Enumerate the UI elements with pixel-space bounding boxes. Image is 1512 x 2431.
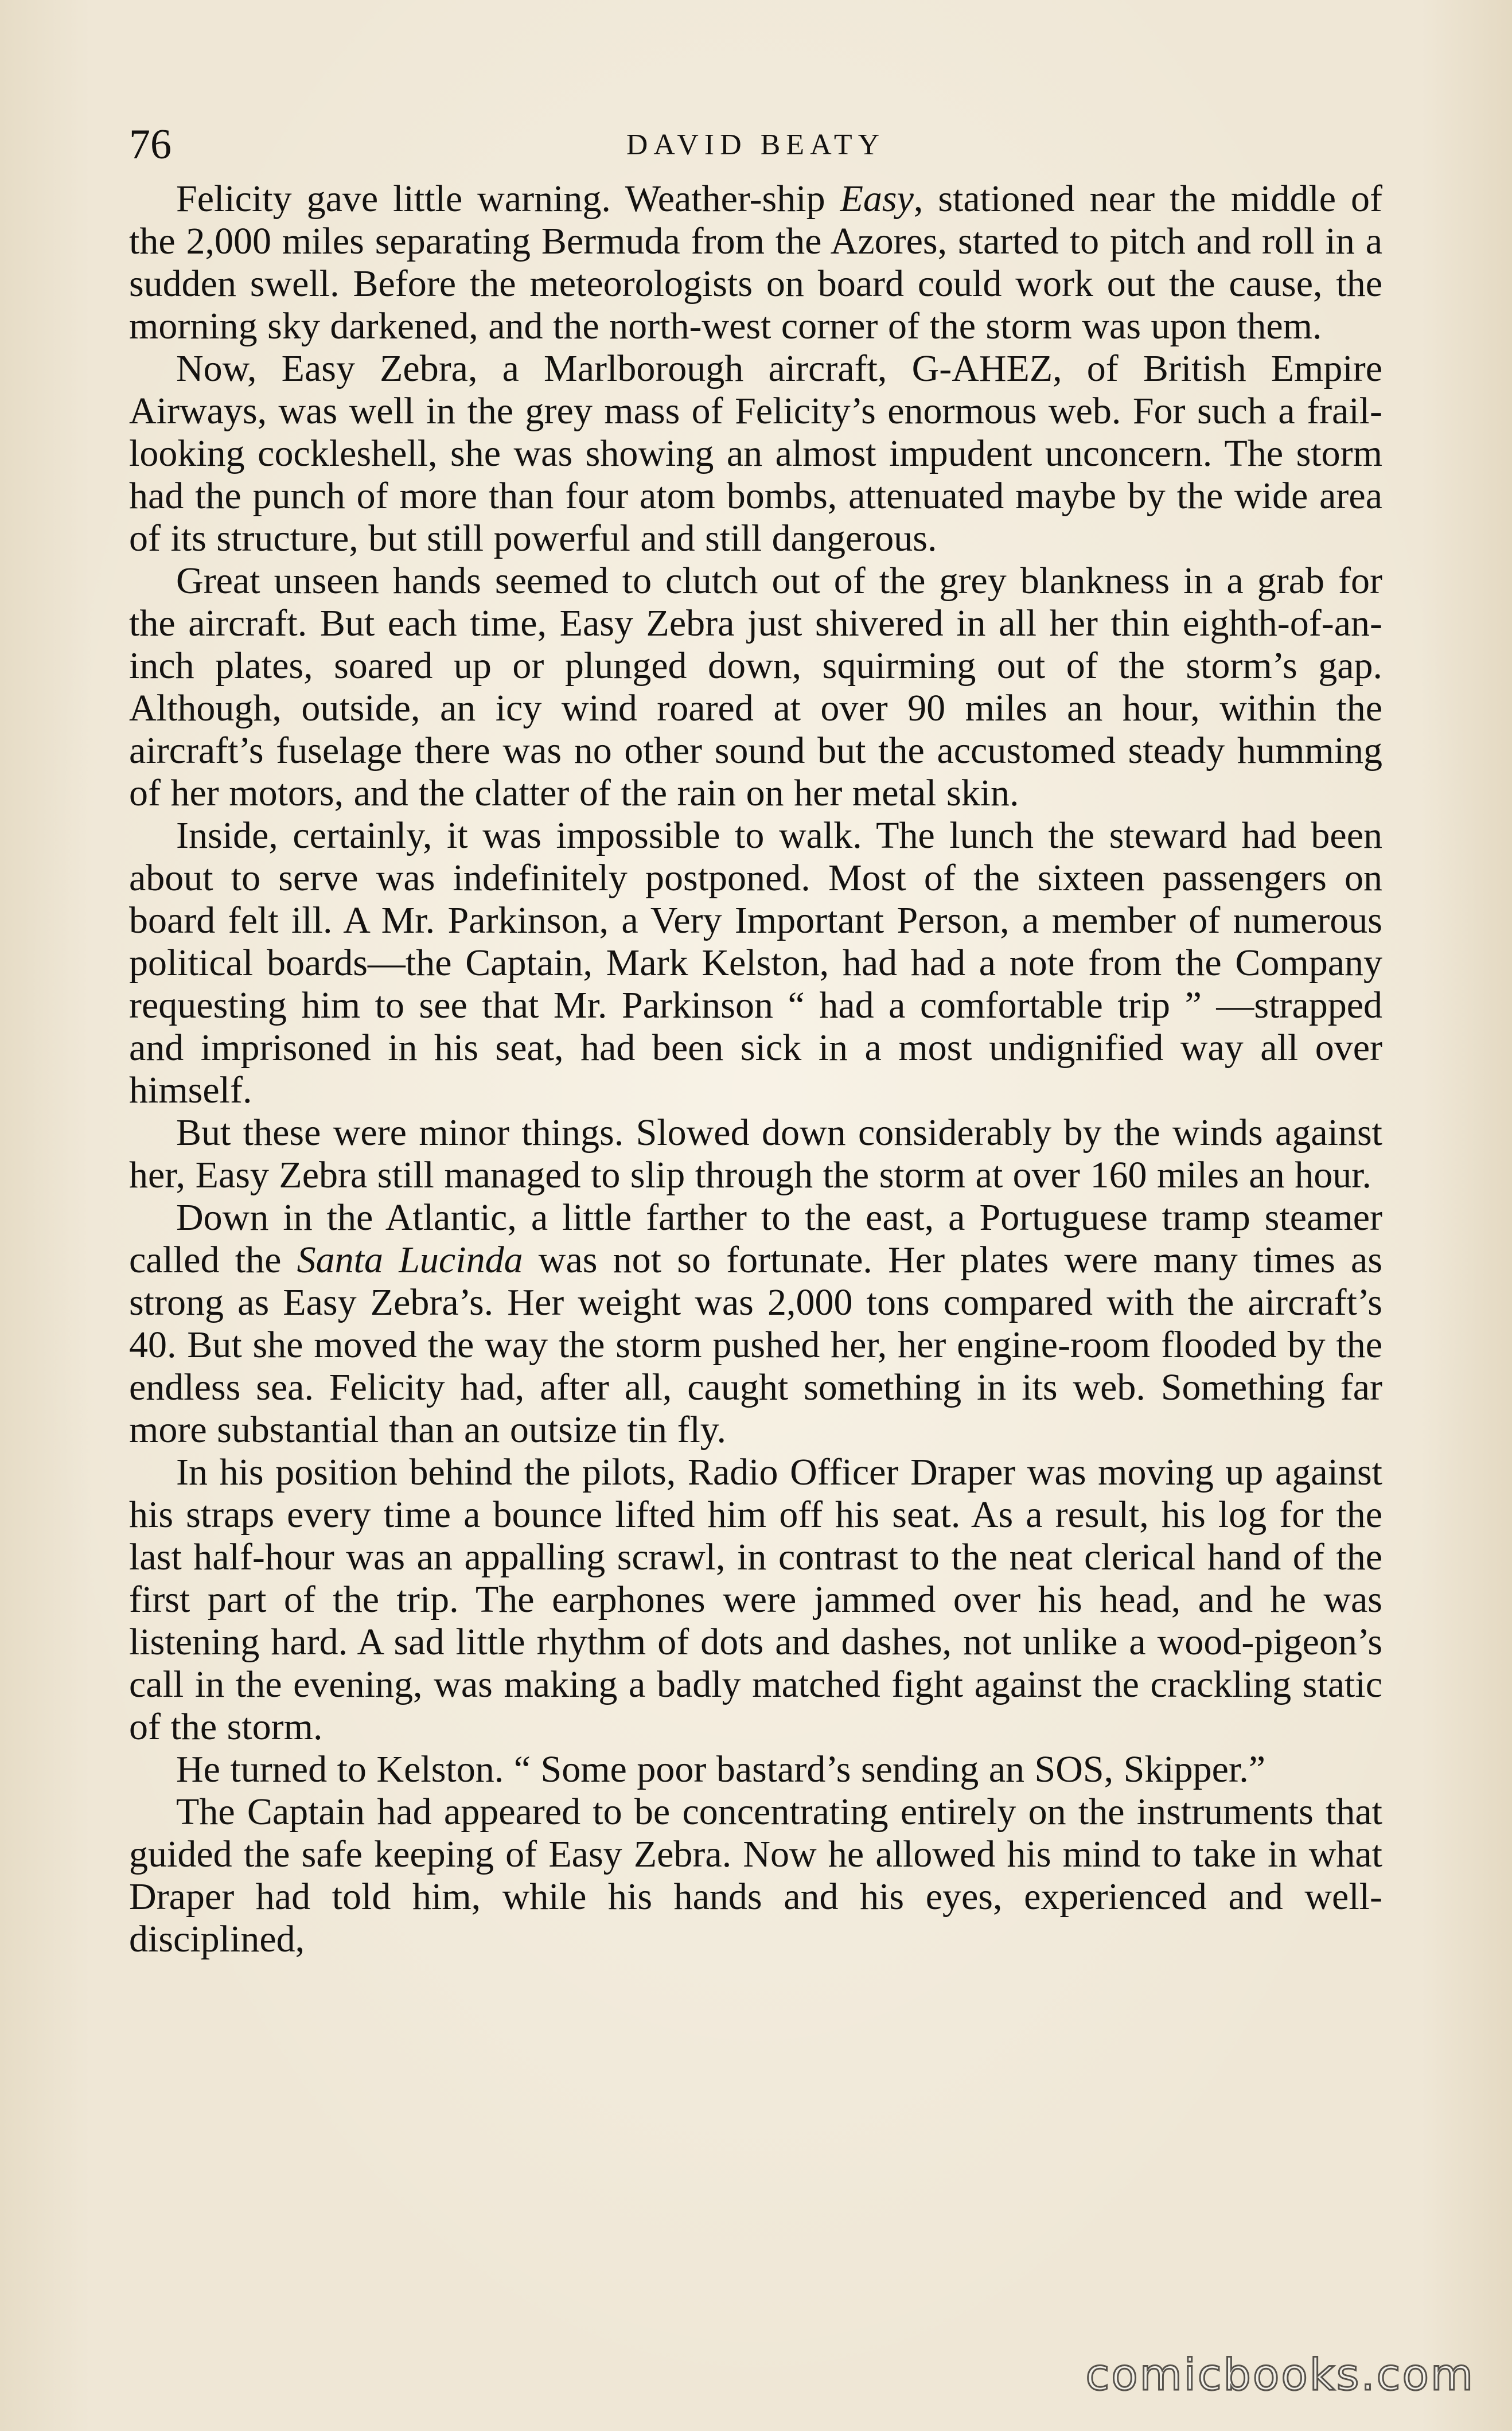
text-segment: In his position behind the pilots, Radio Officer Draper was moving up against his straps every time a bounce lifted him off his seat. As a result, his log for the last half-hour was an appalling scrawl, in contrast to the neat clerical hand of the first part of the trip. The earphones were jammed over his head, and he was listening hard. A sad little rhythm of dots and dashes, not unlike a wood-pigeon’s call in the evening, was making a badly matched fight against the crackling static of the storm. <box>129 1451 1382 1748</box>
text-segment: was not so fortunate. Her plates were many times as strong as Easy Zebra’s. Her weight was 2,000 tons compared with the aircraft’s 40. But she moved the way the storm pushed her, her engine-room flooded by the endless sea. Felicity had, after all, caught something in its web. Something far more substantial than an outsize tin fly. <box>129 1239 1383 1451</box>
italic-text: Easy <box>840 178 914 220</box>
text-segment: Felicity gave little warning. Weather-ship <box>176 178 840 220</box>
running-head: DAVID BEATY <box>626 128 886 161</box>
text-segment: Great unseen hands seemed to clutch out of the grey blankness in a grab for the aircraft. But each time, Easy Zebra just shivered in all her thin eighth-of-an-inch plates, soared up or plunged down, squirming out of the storm’s gap. Although, outside, an icy wind roared at over 90 miles an hour, within the aircraft’s fuselage there was no other sound but the accustomed steady humming of her motors, and the clatter of the rain on her metal skin. <box>129 560 1382 814</box>
page-header <box>129 122 1382 167</box>
paragraph <box>129 348 1382 560</box>
paragraph <box>129 1748 1382 1791</box>
text-segment: The Captain had appeared to be concentrating entirely on the instruments that guided the safe keeping of Easy Zebra. Now he allowed his mind to take in what Draper had told him, while his hands and his eyes, experienced and well-disciplined, <box>129 1791 1382 1960</box>
paragraph <box>129 1112 1382 1197</box>
paragraph <box>129 1791 1382 1961</box>
text-segment: Inside, certainly, it was impossible to walk. The lunch the steward had been about to serve was indefinitely postponed. Most of the sixteen passengers on board felt ill. A Mr. Parkinson, a Very Important Person, a member of numerous political boards—the Captain, Mark Kelston, had had a note from the Company requesting him to see that Mr. Parkinson “ had a comfortable trip ” —strapped and imprisoned in his seat, had been sick in a most undignified way all over himself. <box>129 815 1382 1111</box>
paragraph <box>129 560 1382 815</box>
text-segment: , stationed near the middle of the 2,000 miles separating Bermuda from the Azores, started to pitch and roll in a sudden swell. Before the meteorologists on board could work out the cause, the morning sky darkened, and the north-west corner of the storm was upon them. <box>129 178 1382 347</box>
watermark: comicbooks.com <box>1085 2349 1475 2400</box>
body-text <box>129 178 1382 1961</box>
paragraph <box>129 1451 1382 1748</box>
paragraph <box>129 815 1382 1112</box>
paragraph <box>129 178 1382 348</box>
text-segment: He turned to Kelston. “ Some poor bastard’s sending an SOS, Skipper.” <box>176 1748 1266 1790</box>
page-number: 76 <box>129 121 172 168</box>
text-segment: Now, Easy Zebra, a Marlborough aircraft, G-AHEZ, of British Empire Airways, was well in the grey mass of Felicity’s enormous web. For such a frail-looking cockleshell, she was showing an almost impudent unconcern. The storm had the punch of more than four atom bombs, attenuated maybe by the wide area of its structure, but still powerful and still dangerous. <box>129 348 1382 559</box>
text-segment: But these were minor things. Slowed down considerably by the winds against her, Easy Zebra still managed to slip through the storm at over 160 miles an hour. <box>129 1112 1382 1196</box>
italic-text: Santa Lucinda <box>297 1239 523 1281</box>
paragraph <box>129 1197 1382 1451</box>
text-segment: Down in the Atlantic, a little farther to the east, a Portuguese tramp steamer called the <box>129 1197 1382 1281</box>
